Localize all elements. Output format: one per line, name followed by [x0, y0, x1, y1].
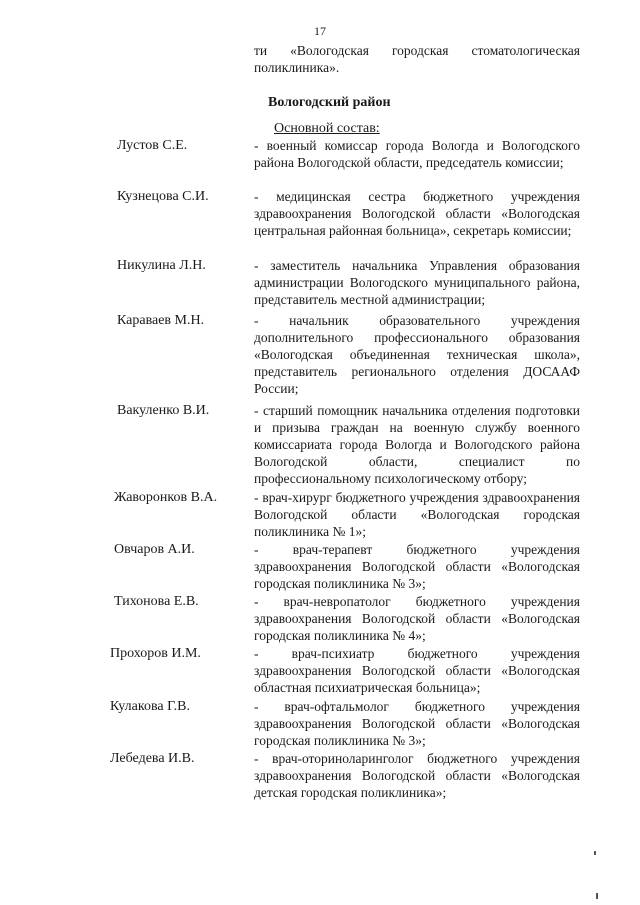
member-name: Тихонова Е.В. [114, 594, 199, 609]
member-name: Никулина Л.Н. [117, 258, 206, 273]
region-title: Вологодский район [268, 95, 391, 110]
member-name: Вакуленко В.И. [117, 403, 210, 418]
scan-mark [596, 893, 598, 899]
member-role: - старший помощник начальника отделения подготовки и призыва граждан на военную службу военного комиссариата города Вологда и Вологодского района Вологодской области, специалист по профессиональному психологическому отбору; [254, 403, 580, 486]
member-role: - врач-оториноларинголог бюджетного учреждения здравоохранения Вологодской области «Вологодская детская городская поликлиника»; [254, 751, 580, 800]
member-name: Кулакова Г.В. [110, 699, 190, 714]
member-role: - медицинская сестра бюджетного учреждения здравоохранения Вологодской области «Вологодская центральная районная больница», секретарь комиссии; [254, 189, 580, 238]
section-title: Основной состав: [274, 121, 380, 136]
member-name: Лебедева И.В. [110, 751, 195, 766]
member-name: Кузнецова С.И. [117, 189, 209, 204]
member-name: Лустов С.Е. [117, 138, 188, 153]
member-name: Жаворонков В.А. [114, 490, 218, 505]
member-name: Овчаров А.И. [114, 542, 195, 557]
member-role: - врач-хирург бюджетного учреждения здравоохранения Вологодской области «Вологодская городская поликлиника № 1»; [254, 490, 580, 539]
member-name: Прохоров И.М. [110, 646, 201, 661]
member-role: - начальник образовательного учреждения дополнительного профессионального образования «Вологодская объединенная техническая школа», представитель регионального отделения ДОСААФ России; [254, 313, 580, 396]
intro-paragraph: ти «Вологодская городская стоматологическая поликлиника». [254, 43, 580, 75]
member-name: Караваев М.Н. [117, 313, 205, 328]
page-number: 17 [314, 24, 326, 38]
member-role: - врач-офтальмолог бюджетного учреждения здравоохранения Вологодской области «Вологодская городская поликлиника № 3»; [254, 699, 580, 748]
member-role: - врач-психиатр бюджетного учреждения здравоохранения Вологодской области «Вологодская областная психиатрическая больница»; [254, 646, 580, 695]
member-role: - врач-невропатолог бюджетного учреждения здравоохранения Вологодской области «Вологодская городская поликлиника № 4»; [254, 594, 580, 643]
member-role: - заместитель начальника Управления образования администрации Вологодского муниципального района, представитель местной администрации; [254, 258, 580, 307]
scan-mark [594, 851, 596, 855]
member-role: - военный комиссар города Вологда и Вологодского района Вологодской области, председатель комиссии; [254, 138, 580, 170]
member-role: - врач-терапевт бюджетного учреждения здравоохранения Вологодской области «Вологодская городская поликлиника № 3»; [254, 542, 580, 591]
